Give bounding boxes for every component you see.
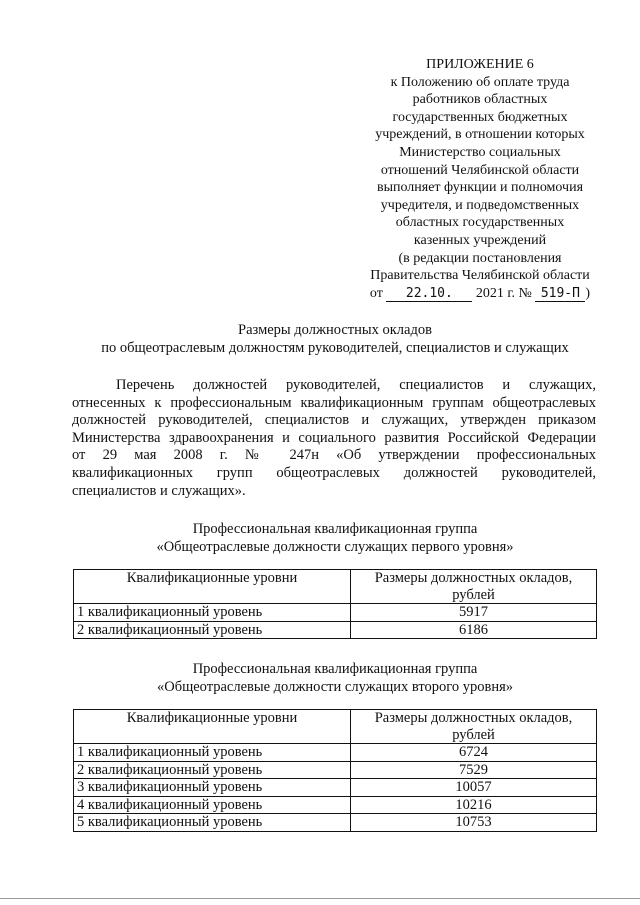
table-row [74, 761, 597, 779]
column-header-salary [351, 710, 597, 744]
table-row [74, 779, 597, 797]
salary-cell: 6186 [351, 621, 597, 639]
appendix-line: отношений Челябинской области [380, 162, 580, 178]
resolution-date: 22.10. [386, 287, 472, 302]
appendix-line: учреждений, в отношении которых [375, 127, 585, 143]
salary-header-line-1: Размеры должностных окладов, [374, 570, 573, 586]
page-edge-divider [0, 898, 640, 899]
group1-title [30, 521, 640, 556]
appendix-line: к Положению об оплате труда [390, 74, 570, 90]
appendix-line: учредителя, и подведомственных [380, 197, 580, 213]
table-row [74, 621, 597, 639]
appendix-line: Правительства Челябинской области [370, 268, 590, 284]
level-cell: 5 квалификационный уровень [74, 814, 351, 832]
intro-line: Перечень должностей руководителей, специалистов и служащих, [116, 377, 596, 393]
table-row [74, 604, 597, 622]
salary-header-line-2: рублей [452, 726, 495, 743]
table-row [74, 796, 597, 814]
table-row [74, 744, 597, 762]
level-cell: 2 квалификационный уровень [74, 761, 351, 779]
intro-line: отнесенных к профессиональным квалификационным группам общеотраслевых [72, 394, 596, 411]
level-cell: 2 квалификационный уровень [74, 621, 351, 639]
group1-table [73, 569, 597, 639]
salary-cell: 10057 [351, 779, 597, 797]
intro-line: квалификационных групп общеотраслевых должностей руководителей, [72, 464, 596, 481]
salary-cell: 10753 [351, 814, 597, 832]
appendix-line: выполняет функции и полномочия [376, 180, 584, 196]
level-cell: 1 квалификационный уровень [74, 744, 351, 762]
appendix-header [340, 56, 620, 302]
appendix-line: Министерство социальных [399, 144, 561, 160]
appendix-line: работников областных [412, 92, 548, 108]
level-cell: 1 квалификационный уровень [74, 604, 351, 622]
document-heading [30, 322, 640, 357]
close-paren: ) [585, 285, 591, 301]
intro-line: должностей руководителей, специалистов и служащих, утвержден приказом [72, 412, 596, 429]
table-row [74, 814, 597, 832]
intro-paragraph [72, 377, 596, 500]
salary-header-line-1: Размеры должностных окладов, [374, 710, 573, 726]
level-cell: 3 квалификационный уровень [74, 779, 351, 797]
appendix-line: казенных учреждений [413, 232, 547, 248]
intro-line: специалистов и служащих». [72, 482, 246, 499]
heading-line-2: по общеотраслевым должностям руководителей, специалистов и служащих [101, 339, 569, 356]
intro-line: от 29 мая 2008 г. № 247н «Об утверждении профессиональных [72, 447, 596, 464]
heading-line-1: Размеры должностных окладов [238, 322, 432, 338]
column-header-levels: Квалификационные уровни [74, 710, 351, 744]
from-label: от [369, 285, 383, 301]
table-header-row [74, 570, 597, 604]
column-header-salary [351, 570, 597, 604]
salary-cell: 5917 [351, 604, 597, 622]
group1-title-line-2: «Общеотраслевые должности служащих первого уровня» [156, 538, 514, 555]
column-header-levels: Квалификационные уровни [74, 570, 351, 604]
appendix-line: областных государственных [395, 215, 565, 231]
group1-title-line-1: Профессиональная квалификационная группа [192, 521, 478, 537]
intro-line: Министерства здравоохранения и социального развития Российской Федерации [72, 429, 596, 446]
appendix-line: (в редакции постановления [398, 250, 562, 266]
appendix-title: ПРИЛОЖЕНИЕ 6 [426, 57, 534, 72]
group2-table [73, 709, 597, 832]
group2-title-line-1: Профессиональная квалификационная группа [192, 661, 478, 677]
salary-cell: 6724 [351, 744, 597, 762]
group2-title [30, 661, 640, 696]
resolution-date-line [340, 285, 620, 303]
level-cell: 4 квалификационный уровень [74, 796, 351, 814]
appendix-line: государственных бюджетных [392, 109, 568, 125]
salary-cell: 7529 [351, 761, 597, 779]
salary-cell: 10216 [351, 796, 597, 814]
group2-title-line-2: «Общеотраслевые должности служащих второго уровня» [156, 678, 514, 695]
resolution-number: 519-П [535, 287, 585, 302]
salary-header-line-2: рублей [452, 586, 495, 603]
table-header-row [74, 710, 597, 744]
year-label: 2021 г. № [475, 285, 532, 301]
